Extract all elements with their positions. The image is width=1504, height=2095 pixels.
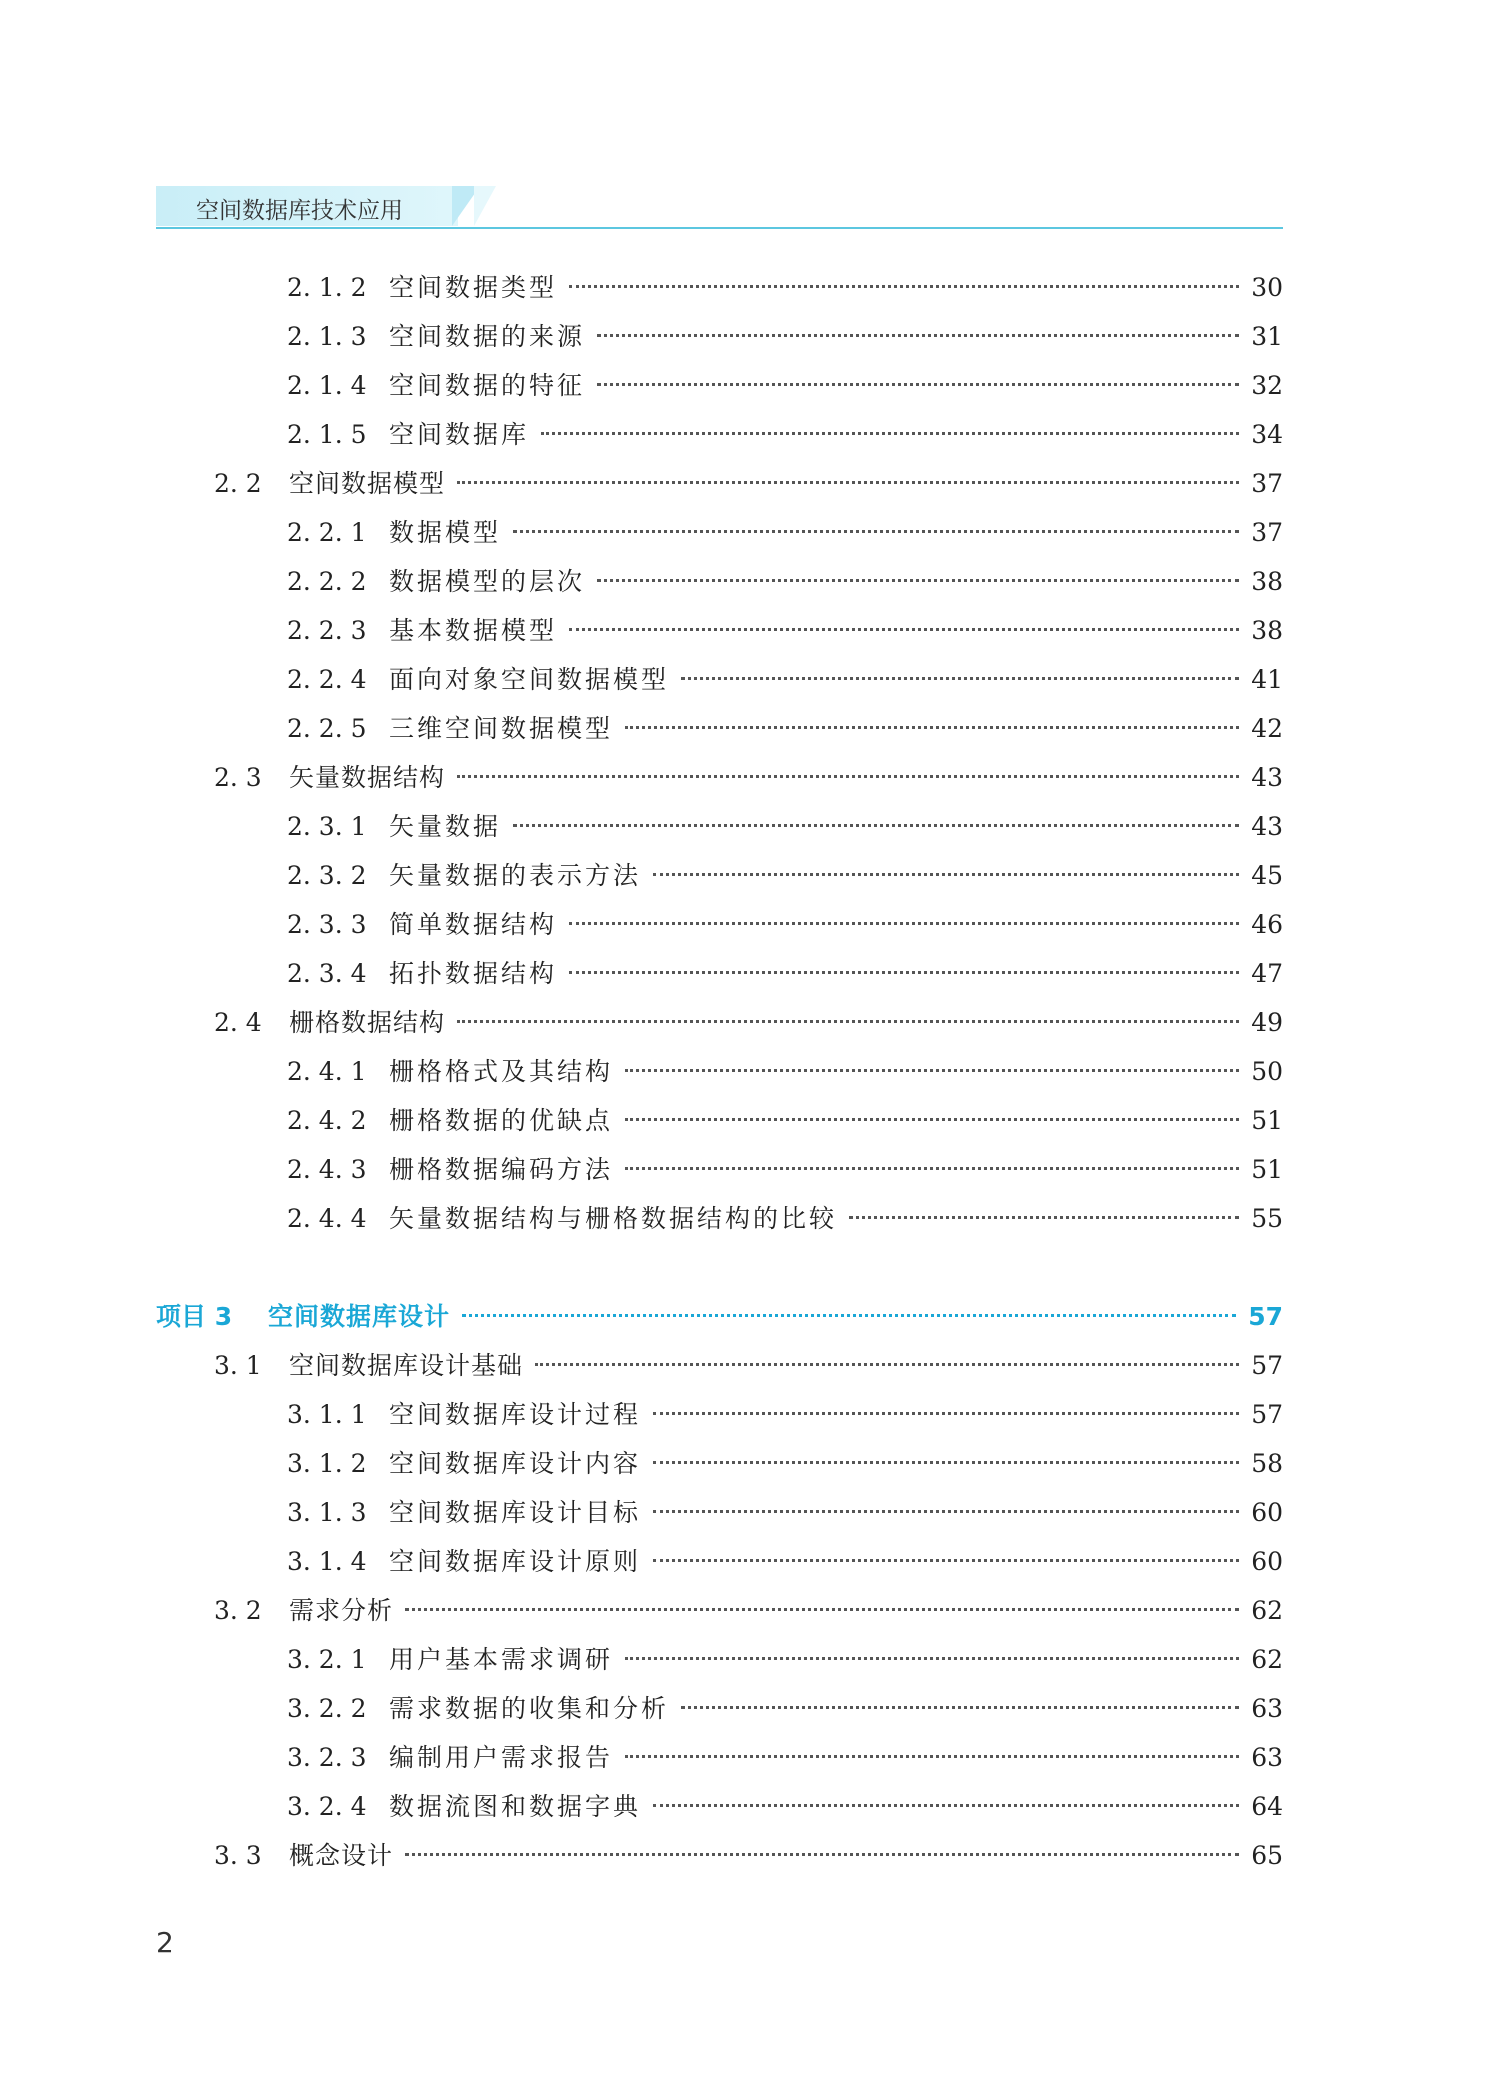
toc-section-entry[interactable] — [214, 1841, 1283, 1871]
entry-page: 47 — [1251, 959, 1283, 988]
entry-title: 空间数据模型 — [289, 469, 446, 498]
dot-leader — [653, 1411, 1239, 1415]
entry-number: 2. 1. 3 — [287, 322, 367, 351]
entry-title: 空间数据库设计内容 — [389, 1449, 642, 1478]
dot-leader — [462, 1313, 1236, 1317]
dot-leader — [569, 970, 1239, 974]
dot-leader — [625, 1117, 1239, 1121]
dot-leader — [513, 823, 1239, 827]
toc-entry[interactable] — [287, 1694, 1283, 1724]
toc-entry[interactable] — [287, 1106, 1283, 1136]
entry-number: 2. 3. 3 — [287, 910, 367, 939]
entry-title: 矢量数据的表示方法 — [389, 861, 642, 890]
entry-page: 43 — [1251, 812, 1283, 841]
toc-entry[interactable] — [287, 322, 1283, 352]
entry-page: 32 — [1251, 371, 1283, 400]
entry-number: 2. 2. 3 — [287, 616, 367, 645]
toc-section-entry[interactable] — [214, 1008, 1283, 1038]
entry-title: 空间数据库设计目标 — [389, 1498, 642, 1527]
entry-number: 3. 2. 2 — [287, 1694, 367, 1723]
entry-page: 41 — [1251, 665, 1283, 694]
entry-number: 2. 3. 2 — [287, 861, 367, 890]
entry-number: 3. 2. 3 — [287, 1743, 367, 1772]
entry-page: 57 — [1251, 1351, 1283, 1380]
entry-number: 3. 1. 3 — [287, 1498, 367, 1527]
toc-entry[interactable] — [287, 1449, 1283, 1479]
entry-number: 2. 4. 2 — [287, 1106, 367, 1135]
toc-entry[interactable] — [287, 371, 1283, 401]
entry-title: 概念设计 — [289, 1841, 394, 1870]
dot-leader — [597, 333, 1239, 337]
entry-title: 需求分析 — [289, 1596, 394, 1625]
book-title: 空间数据库技术应用 — [196, 198, 403, 224]
toc-entry[interactable] — [287, 665, 1283, 695]
entry-page: 37 — [1251, 518, 1283, 547]
toc-entry[interactable] — [287, 1400, 1283, 1430]
dot-leader — [597, 382, 1239, 386]
entry-page: 60 — [1251, 1498, 1283, 1527]
header-slant-decoration — [474, 186, 496, 226]
toc-entry[interactable] — [287, 616, 1283, 646]
entry-number: 2. 1. 5 — [287, 420, 367, 449]
entry-page: 49 — [1251, 1008, 1283, 1037]
entry-number: 2. 4 — [214, 1008, 262, 1037]
entry-page: 51 — [1251, 1155, 1283, 1184]
entry-number: 3. 3 — [214, 1841, 262, 1870]
entry-title: 空间数据的来源 — [389, 322, 586, 351]
entry-number: 2. 2. 1 — [287, 518, 367, 547]
toc-entry[interactable] — [287, 959, 1283, 989]
header-divider — [156, 227, 1283, 229]
dot-leader — [681, 1705, 1239, 1709]
toc-entry[interactable] — [287, 567, 1283, 597]
entry-number: 2. 4. 4 — [287, 1204, 367, 1233]
entry-page: 43 — [1251, 763, 1283, 792]
dot-leader — [625, 725, 1239, 729]
entry-page: 64 — [1251, 1792, 1283, 1821]
dot-leader — [541, 431, 1239, 435]
entry-page: 31 — [1251, 322, 1283, 351]
entry-title: 矢量数据结构 — [289, 763, 446, 792]
entry-title: 空间数据类型 — [389, 273, 558, 302]
toc-entry[interactable] — [287, 518, 1283, 548]
toc-entry[interactable] — [287, 1498, 1283, 1528]
toc-entry[interactable] — [287, 1792, 1283, 1822]
entry-title: 矢量数据结构与栅格数据结构的比较 — [389, 1204, 838, 1233]
dot-leader — [405, 1607, 1239, 1611]
entry-number: 2. 2. 2 — [287, 567, 367, 596]
entry-page: 34 — [1251, 420, 1283, 449]
entry-number: 3. 1. 4 — [287, 1547, 367, 1576]
entry-page: 63 — [1251, 1743, 1283, 1772]
entry-number: 2. 2 — [214, 469, 262, 498]
toc-entry[interactable] — [287, 812, 1283, 842]
toc-entry[interactable] — [287, 714, 1283, 744]
entry-title: 基本数据模型 — [389, 616, 558, 645]
entry-number: 2. 3. 1 — [287, 812, 367, 841]
entry-page: 38 — [1251, 616, 1283, 645]
entry-title: 面向对象空间数据模型 — [389, 665, 670, 694]
entry-number: 2. 4. 3 — [287, 1155, 367, 1184]
dot-leader — [653, 872, 1239, 876]
entry-page: 55 — [1251, 1204, 1283, 1233]
entry-page: 62 — [1251, 1596, 1283, 1625]
chapter-title: 空间数据库设计 — [268, 1302, 451, 1331]
running-header — [156, 186, 1283, 230]
entry-title: 栅格数据结构 — [289, 1008, 446, 1037]
entry-title: 栅格数据的优缺点 — [389, 1106, 614, 1135]
dot-leader — [653, 1509, 1239, 1513]
entry-title: 空间数据的特征 — [389, 371, 586, 400]
page-number: 2 — [156, 1926, 174, 1959]
dot-leader — [653, 1558, 1239, 1562]
toc-entry[interactable] — [287, 861, 1283, 891]
dot-leader — [625, 1166, 1239, 1170]
dot-leader — [653, 1460, 1239, 1464]
dot-leader — [569, 627, 1239, 631]
entry-title: 三维空间数据模型 — [389, 714, 614, 743]
entry-number: 3. 1. 2 — [287, 1449, 367, 1478]
entry-page: 30 — [1251, 273, 1283, 302]
entry-title: 空间数据库设计过程 — [389, 1400, 642, 1429]
entry-title: 栅格数据编码方法 — [389, 1155, 614, 1184]
entry-number: 3. 1. 1 — [287, 1400, 367, 1429]
toc-entry[interactable] — [287, 1204, 1283, 1234]
entry-title: 数据模型的层次 — [389, 567, 586, 596]
dot-leader — [535, 1362, 1239, 1366]
toc-entry[interactable] — [287, 1743, 1283, 1773]
entry-number: 3. 2 — [214, 1596, 262, 1625]
entry-page: 45 — [1251, 861, 1283, 890]
entry-number: 2. 1. 4 — [287, 371, 367, 400]
dot-leader — [457, 480, 1239, 484]
entry-title: 栅格格式及其结构 — [389, 1057, 614, 1086]
entry-title: 需求数据的收集和分析 — [389, 1694, 670, 1723]
dot-leader — [849, 1215, 1239, 1219]
entry-title: 数据模型 — [389, 518, 502, 547]
dot-leader — [597, 578, 1239, 582]
toc-section-entry[interactable] — [214, 763, 1283, 793]
entry-number: 3. 2. 1 — [287, 1645, 367, 1674]
toc-entry[interactable] — [287, 1155, 1283, 1185]
entry-number: 2. 3 — [214, 763, 262, 792]
toc-entry[interactable] — [287, 1645, 1283, 1675]
entry-title: 空间数据库 — [389, 420, 530, 449]
entry-title: 矢量数据 — [389, 812, 502, 841]
dot-leader — [625, 1656, 1239, 1660]
entry-title: 简单数据结构 — [389, 910, 558, 939]
entry-number: 2. 1. 2 — [287, 273, 367, 302]
entry-page: 38 — [1251, 567, 1283, 596]
entry-page: 57 — [1248, 1302, 1283, 1331]
dot-leader — [569, 921, 1239, 925]
entry-title: 拓扑数据结构 — [389, 959, 558, 988]
dot-leader — [457, 1019, 1239, 1023]
entry-page: 37 — [1251, 469, 1283, 498]
entry-title: 用户基本需求调研 — [389, 1645, 614, 1674]
toc-entry[interactable] — [287, 420, 1283, 450]
dot-leader — [569, 284, 1239, 288]
toc-entry[interactable] — [287, 273, 1283, 303]
entry-number: 2. 4. 1 — [287, 1057, 367, 1086]
entry-title: 数据流图和数据字典 — [389, 1792, 642, 1821]
dot-leader — [513, 529, 1239, 533]
dot-leader — [457, 774, 1239, 778]
chapter-number: 项目 3 — [156, 1302, 233, 1331]
entry-page: 46 — [1251, 910, 1283, 939]
toc-section-entry[interactable] — [214, 1596, 1283, 1626]
entry-page: 51 — [1251, 1106, 1283, 1135]
toc-chapter-entry[interactable] — [156, 1302, 1283, 1332]
entry-number: 3. 2. 4 — [287, 1792, 367, 1821]
entry-number: 2. 3. 4 — [287, 959, 367, 988]
dot-leader — [653, 1803, 1239, 1807]
entry-number: 2. 2. 4 — [287, 665, 367, 694]
dot-leader — [681, 676, 1239, 680]
entry-page: 60 — [1251, 1547, 1283, 1576]
entry-page: 63 — [1251, 1694, 1283, 1723]
dot-leader — [405, 1852, 1239, 1856]
dot-leader — [625, 1068, 1239, 1072]
entry-page: 62 — [1251, 1645, 1283, 1674]
entry-page: 65 — [1251, 1841, 1283, 1870]
toc-section-entry[interactable] — [214, 1351, 1283, 1381]
entry-page: 57 — [1251, 1400, 1283, 1429]
entry-page: 42 — [1251, 714, 1283, 743]
entry-number: 2. 2. 5 — [287, 714, 367, 743]
entry-title: 空间数据库设计原则 — [389, 1547, 642, 1576]
entry-page: 50 — [1251, 1057, 1283, 1086]
toc-entry[interactable] — [287, 910, 1283, 940]
toc-section-entry[interactable] — [214, 469, 1283, 499]
entry-title: 编制用户需求报告 — [389, 1743, 614, 1772]
toc-entry[interactable] — [287, 1057, 1283, 1087]
entry-number: 3. 1 — [214, 1351, 262, 1380]
entry-title: 空间数据库设计基础 — [289, 1351, 524, 1380]
toc-entry[interactable] — [287, 1547, 1283, 1577]
entry-page: 58 — [1251, 1449, 1283, 1478]
dot-leader — [625, 1754, 1239, 1758]
